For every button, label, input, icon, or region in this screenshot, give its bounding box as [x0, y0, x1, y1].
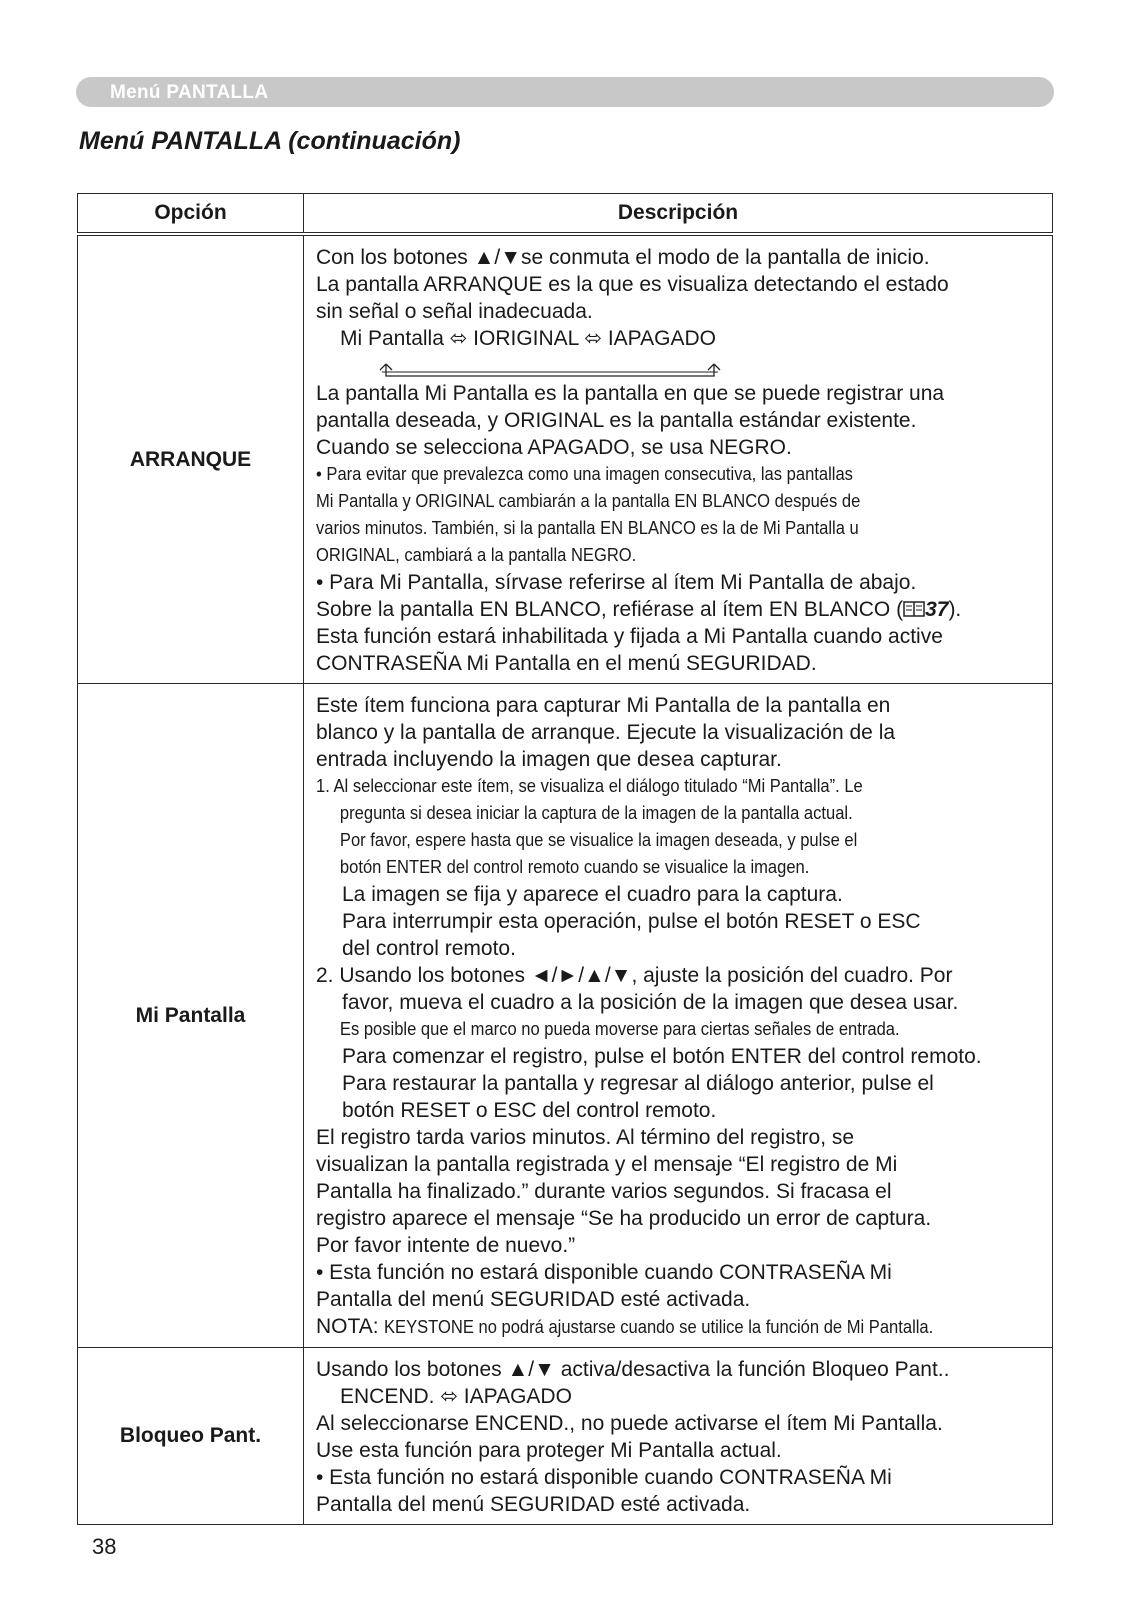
- text-line: Por favor intente de nuevo.”: [316, 1234, 576, 1257]
- small-note-line: varios minutos. También, si la pantalla EN BLANCO es la de Mi Pantalla u: [316, 518, 859, 538]
- table-row-mi-pantalla: [78, 684, 1053, 1348]
- step-1-line: Por favor, espere hasta que se visualice la imagen deseada, y pulse el: [339, 830, 858, 850]
- small-note-line: ORIGINAL, cambiará a la pantalla NEGRO.: [316, 545, 637, 565]
- reference-text-end: ).: [948, 598, 962, 621]
- page-title: Menú PANTALLA (continuación): [79, 127, 461, 155]
- column-header-option: Opción: [78, 194, 304, 235]
- description-mi-pantalla: [304, 684, 1053, 1348]
- note-text: KEYSTONE no podrá ajustarse cuando se utilice la función de Mi Pantalla.: [384, 1317, 934, 1337]
- note-label: NOTA:: [316, 1315, 385, 1338]
- small-note-line: • Para evitar que prevalezca como una imagen consecutiva, las pantallas: [316, 464, 853, 484]
- small-note-line: Mi Pantalla y ORIGINAL cambiarán a la pantalla EN BLANCO después de: [316, 491, 861, 511]
- step-2-line: 2. Usando los botones ◄/►/▲/▼, ajuste la posición del cuadro. Por: [316, 964, 953, 987]
- page-number: 38: [92, 1534, 117, 1559]
- step-2-line: Es posible que el marco no pueda moverse para ciertas señales de entrada.: [339, 1019, 900, 1039]
- option-bloqueo-pant: Bloqueo Pant.: [78, 1348, 304, 1525]
- book-icon: [903, 600, 925, 618]
- section-header-bar: [76, 77, 1054, 107]
- table-row-arranque: [78, 234, 1053, 684]
- text-line: Cuando se selecciona APAGADO, se usa NEGRO.: [316, 436, 792, 459]
- reference-line: [316, 596, 1044, 623]
- text-line: • Para Mi Pantalla, sírvase referirse al ítem Mi Pantalla de abajo.: [316, 571, 917, 594]
- table-header-row: [78, 194, 1053, 235]
- step-2-line: botón RESET o ESC del control remoto.: [342, 1099, 717, 1122]
- text-line: visualizan la pantalla registrada y el mensaje “El registro de Mi: [316, 1153, 898, 1176]
- step-2-line: Para restaurar la pantalla y regresar al diálogo anterior, pulse el: [342, 1072, 934, 1095]
- reference-text: Sobre la pantalla EN BLANCO, refiérase al ítem EN BLANCO (: [316, 598, 904, 621]
- step-2-line: favor, mueva el cuadro a la posición de la imagen que desea usar.: [342, 991, 959, 1014]
- text-line: Use esta función para proteger Mi Pantalla actual.: [316, 1439, 782, 1462]
- text-line: Este ítem funciona para capturar Mi Pantalla de la pantalla en: [316, 694, 891, 717]
- text-line: Al seleccionarse ENCEND., no puede activarse el ítem Mi Pantalla.: [316, 1412, 943, 1435]
- text-line: El registro tarda varios minutos. Al término del registro, se: [316, 1126, 855, 1149]
- text-line: Esta función estará inhabilitada y fijada a Mi Pantalla cuando active: [316, 625, 943, 648]
- table-row-bloqueo-pant: [78, 1348, 1053, 1525]
- text-line: registro aparece el mensaje “Se ha producido un error de captura.: [316, 1207, 932, 1230]
- text-line: entrada incluyendo la imagen que desea capturar.: [316, 748, 782, 771]
- text-line: Usando los botones ▲/▼ activa/desactiva la función Bloqueo Pant..: [316, 1358, 950, 1381]
- cycle-return-arrow-icon: [378, 352, 778, 380]
- description-bloqueo-pant: [304, 1348, 1053, 1525]
- cycle-sequence: Mi Pantalla ⬄ IORIGINAL ⬄ IAPAGADO: [340, 327, 716, 350]
- page-reference[interactable]: 37: [925, 598, 949, 621]
- text-line: pantalla deseada, y ORIGINAL es la pantalla estándar existente.: [316, 409, 917, 432]
- text-line: blanco y la pantalla de arranque. Ejecute la visualización de la: [316, 721, 896, 744]
- option-arranque: ARRANQUE: [78, 234, 304, 684]
- text-line: Pantalla del menú SEGURIDAD esté activada.: [316, 1493, 751, 1516]
- step-1-line: Para interrumpir esta operación, pulse el botón RESET o ESC: [342, 910, 921, 933]
- text-line: Pantalla del menú SEGURIDAD esté activada.: [316, 1288, 751, 1311]
- description-arranque: [304, 234, 1053, 684]
- text-line: La pantalla ARRANQUE es la que es visualiza detectando el estado: [316, 273, 949, 296]
- step-2-line: Para comenzar el registro, pulse el botón ENTER del control remoto.: [342, 1045, 982, 1068]
- column-header-description: Descripción: [304, 194, 1053, 235]
- text-line: sin señal o señal inadecuada.: [316, 300, 593, 323]
- step-1-line: del control remoto.: [342, 937, 516, 960]
- text-line: Con los botones ▲/▼se conmuta el modo de la pantalla de inicio.: [316, 246, 930, 269]
- section-label: Menú PANTALLA: [110, 82, 269, 103]
- text-line: • Esta función no estará disponible cuando CONTRASEÑA Mi: [316, 1466, 892, 1489]
- step-1-line: botón ENTER del control remoto cuando se visualice la imagen.: [339, 857, 810, 877]
- cycle-sequence: ENCEND. ⬄ IAPAGADO: [340, 1385, 572, 1408]
- text-line: Pantalla ha finalizado.” durante varios segundos. Si fracasa el: [316, 1180, 892, 1203]
- step-1-line: La imagen se fija y aparece el cuadro para la captura.: [342, 883, 843, 906]
- note-line: [316, 1313, 1044, 1341]
- menu-table: [77, 193, 1053, 1525]
- step-1-line: 1. Al seleccionar este ítem, se visualiza el diálogo titulado “Mi Pantalla”. Le: [316, 776, 863, 796]
- text-line: CONTRASEÑA Mi Pantalla en el menú SEGURIDAD.: [316, 652, 817, 675]
- step-1-line: pregunta si desea iniciar la captura de la imagen de la pantalla actual.: [339, 803, 853, 823]
- text-line: La pantalla Mi Pantalla es la pantalla en que se puede registrar una: [316, 382, 945, 405]
- text-line: • Esta función no estará disponible cuando CONTRASEÑA Mi: [316, 1261, 892, 1284]
- option-mi-pantalla: Mi Pantalla: [78, 684, 304, 1348]
